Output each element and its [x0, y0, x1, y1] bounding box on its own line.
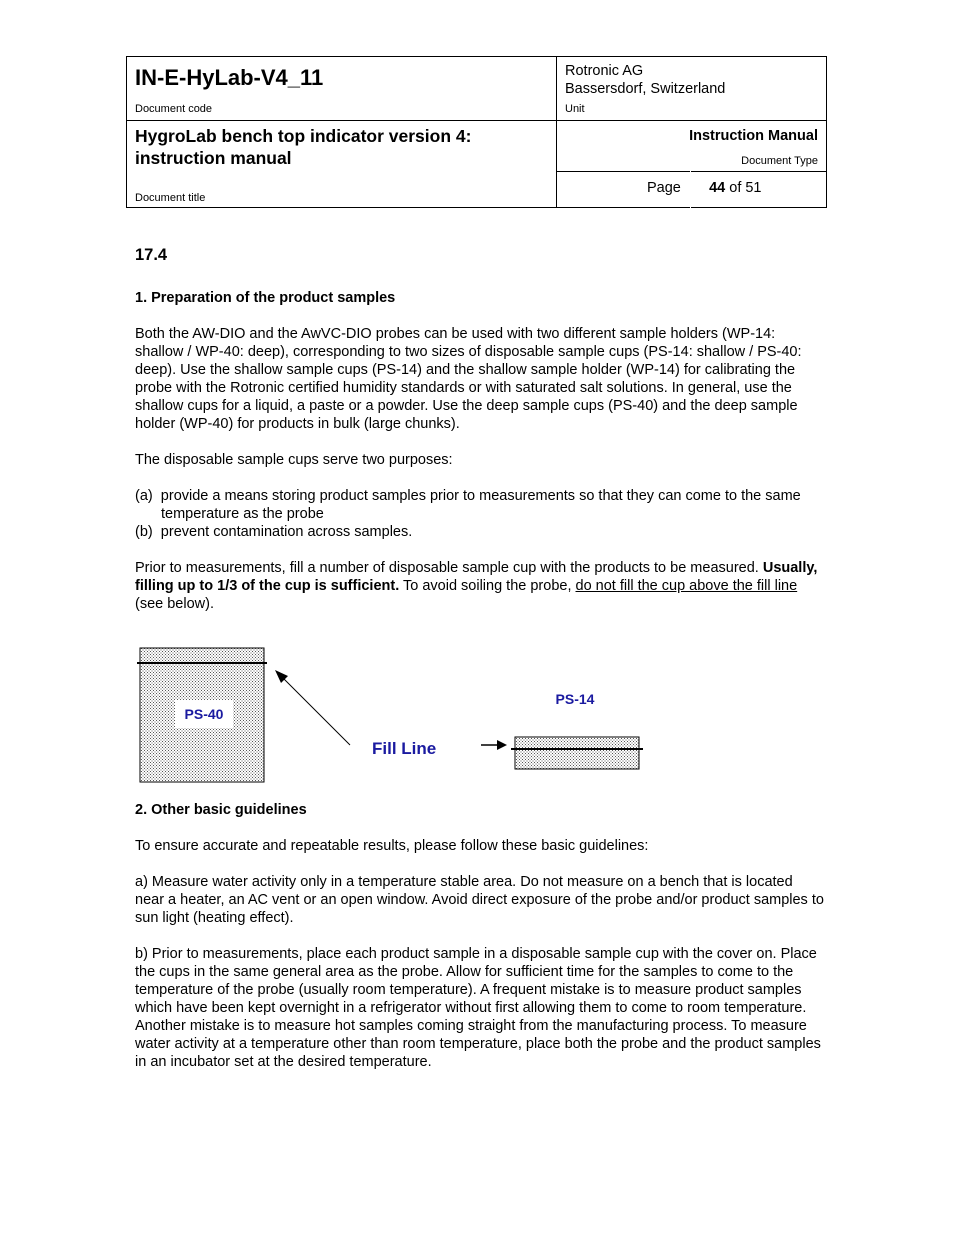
title-line: instruction manual — [135, 148, 292, 168]
paragraph: b) Prior to measurements, place each product sample in a disposable sample cup with the cover on. Place the cups in the same general area as the probe. Allow for sufficient time for the samples to come to the temperature of the probe (usually room temperature). A frequent mistake is to measure product samples which have been kept overnight in a refrigerator without first allowing them to come to room temperature. Another mistake is to measure hot samples coming straight from the manufacturing process. To measure water activity at a temperature other than room temperature, place both the probe and the product samples in an incubator set at the desired temperature. — [135, 946, 821, 1070]
list-item-text: provide a means storing product samples prior to measurements so that they can come to the same temperature as the probe — [160, 488, 801, 522]
fill-line-label: Fill Line — [372, 739, 437, 758]
page-number: 44 — [709, 180, 726, 196]
document-code: IN-E-HyLab-V4_11 — [135, 65, 324, 90]
page-total: of 51 — [729, 180, 762, 196]
unit-value — [565, 62, 725, 98]
paragraph: Both the AW-DIO and the AwVC-DIO probes can be used with two different sample holders (WP-14: shallow / WP-40: deep), corresponding to two sizes of disposable sample cups (PS-14: shallow / PS-40: deep). Use the shallow sample cups (PS-14) and the shallow sample holder (WP-14) for calibrating the probe with the Rotronic certified humidity standards or with saturated salt solutions. In general, use the shallow cups for a liquid, a paste or a powder. Use the deep sample cups (PS-40) and the deep sample holder (WP-40) for products in bulk (large chunks). — [135, 326, 802, 432]
unit-label: Unit — [565, 103, 585, 115]
text-run: To avoid soiling the probe, — [399, 578, 576, 594]
paragraph: The disposable sample cups serve two purposes: — [135, 452, 453, 468]
header-divider — [556, 171, 827, 172]
paragraph — [135, 559, 825, 613]
ps14-cup — [515, 737, 639, 769]
unit-line: Rotronic AG — [565, 63, 644, 79]
page-word: Page — [647, 180, 681, 196]
list-item — [135, 523, 825, 541]
ps14-label: PS-14 — [555, 691, 595, 707]
document-type: Instruction Manual — [689, 128, 818, 144]
text-run: (see below). — [135, 596, 214, 612]
text-run: Prior to measurements, fill a number of disposable sample cup with the products to be measured. — [135, 560, 763, 576]
ps40-label: PS-40 — [184, 706, 224, 722]
list-item — [135, 487, 825, 523]
header-divider — [556, 57, 557, 208]
arrow-head — [497, 740, 507, 750]
subsection-1 — [135, 289, 825, 613]
list-marker: (b) — [135, 524, 153, 540]
document-code-label: Document code — [135, 103, 213, 115]
page-indicator — [647, 180, 762, 196]
bold-text: Usually, filling up to 1/3 of the cup is sufficient. — [135, 560, 818, 594]
document-title — [135, 125, 471, 169]
subsection-heading: 1. Preparation of the product samples — [135, 290, 396, 306]
paragraph: To ensure accurate and repeatable results, please follow these basic guidelines: — [135, 838, 649, 854]
title-line: HygroLab bench top indicator version 4: — [135, 126, 472, 146]
fill-line-arrow — [280, 675, 350, 745]
section-number: 17.4 — [135, 246, 168, 264]
unit-line: Bassersdorf, Switzerland — [565, 81, 726, 97]
header-divider — [127, 120, 827, 121]
subsection-2 — [135, 801, 825, 1071]
list-item-text: prevent contamination across samples. — [160, 524, 413, 540]
document-type-label: Document Type — [741, 155, 818, 167]
paragraph: a) Measure water activity only in a temperature stable area. Do not measure on a bench that is located near a heater, an AC vent or an open window. Avoid direct exposure of the probe and/or product samples to sun light (heating effect). — [135, 874, 824, 926]
subsection-heading: 2. Other basic guidelines — [135, 802, 307, 818]
document-title-label: Document title — [135, 192, 206, 204]
fill-line-figure — [135, 645, 645, 785]
document-header-table — [126, 56, 827, 208]
list-marker: (a) — [135, 488, 153, 504]
underlined-text: do not fill the cup above the fill line — [575, 578, 798, 594]
